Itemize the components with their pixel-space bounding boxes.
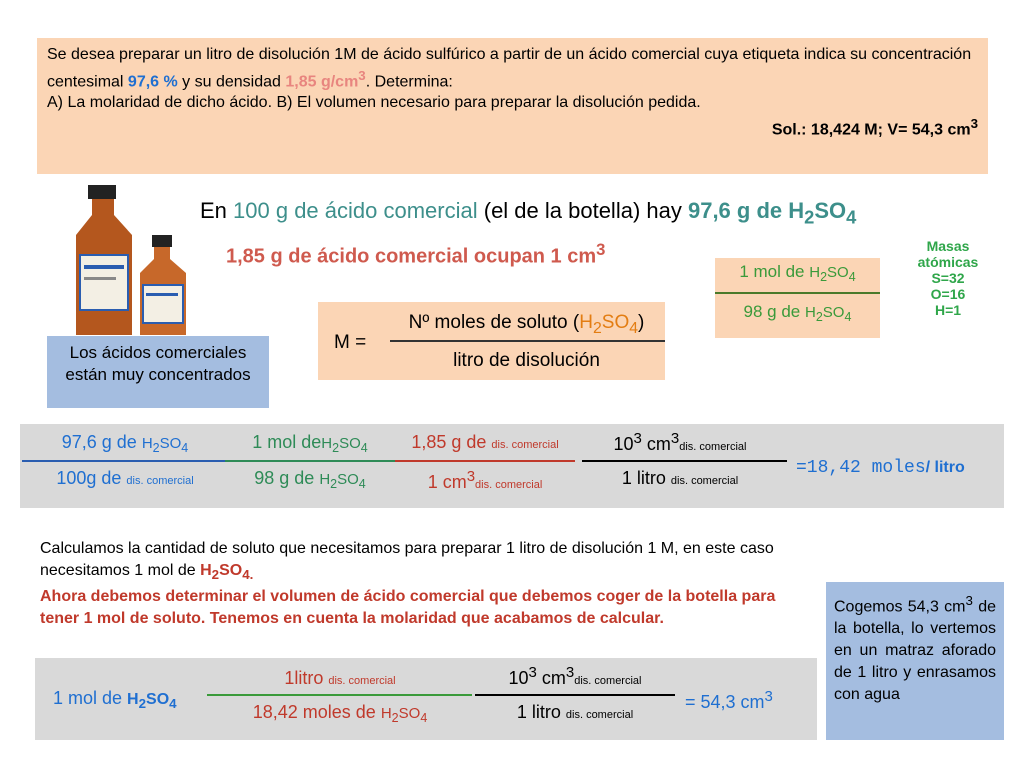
- f-4: 4: [844, 310, 852, 324]
- c-2: 2: [138, 696, 147, 712]
- c2-f1-den: 18,42 moles de: [252, 702, 381, 722]
- c2-f2-denominator: [475, 702, 675, 723]
- p-so: SO: [219, 562, 243, 579]
- problem-statement: [37, 38, 988, 174]
- f2-num-text: 1 mol de: [252, 432, 322, 452]
- para-2: Ahora debemos determinar el volumen de ácido comercial que debemos coger de la botella para tener 1 mol de soluto. Tenemos en cuenta la molaridad que acabamos de calcular.: [40, 588, 776, 628]
- formula: [805, 304, 852, 324]
- side-rest: de la botella, lo vertemos en un matraz aforado de 1 litro y enrasamos con agua: [834, 598, 996, 704]
- c2-f1-denominator: [215, 702, 465, 725]
- f3-den-text: 1 cm: [427, 472, 467, 492]
- mass-s: S=32: [931, 270, 965, 286]
- c2-f2-num: 10: [508, 668, 529, 688]
- c-so: SO: [159, 435, 182, 452]
- dis-label: dis. comercial: [565, 709, 634, 721]
- so-text: SO: [814, 198, 847, 223]
- c2-f2-numerator: [475, 664, 675, 689]
- f2-formula: [321, 435, 368, 455]
- molarity-fraction-bar: [390, 340, 665, 342]
- masas-title-2: atómicas: [917, 254, 979, 270]
- commercial-mass: 100 g de ácido comercial: [233, 198, 478, 223]
- dis-label: dis. comercial: [328, 675, 396, 687]
- solution-text: Sol.: 18,424 M; V= 54,3 cm: [771, 121, 971, 139]
- c-h: H: [127, 691, 139, 708]
- atomic-masses: [888, 238, 1008, 318]
- problem-text: Se desea preparar un litro de disolución 1M de ácido sulfúrico a partir de un ácido comercial cuya etiqueta indica su concentración centesimal: [47, 46, 972, 91]
- label-stripe-1: [84, 265, 124, 269]
- small-bottle-label: [143, 285, 183, 323]
- f-h: H: [809, 264, 821, 281]
- n-h: H: [579, 312, 593, 333]
- density-statement-exp: 3: [596, 240, 606, 259]
- f1-bar: [22, 460, 225, 462]
- molbox-top-text: 1 mol de: [739, 262, 810, 281]
- c-so: SO: [337, 471, 359, 488]
- c2-f1-num: 1litro: [284, 668, 329, 688]
- c-2: 2: [330, 477, 338, 491]
- f3-numerator: [395, 432, 575, 453]
- molarity-result: [796, 458, 965, 478]
- solute-mass: [687, 198, 857, 228]
- side-base: Cogemos 54,3 cm: [834, 598, 966, 616]
- para-1: Calculamos la cantidad de soluto que necesitamos para preparar 1 litro de disolución 1 M, en este caso necesitamos 1 mol de: [40, 540, 774, 579]
- exp: 3: [466, 468, 476, 485]
- volume-calculation: [35, 658, 817, 740]
- molarity-calculation: [20, 424, 1004, 508]
- c-2: 2: [332, 441, 340, 455]
- num-a: Nº moles de soluto (: [408, 312, 580, 333]
- dis-label: dis. comercial: [126, 475, 194, 487]
- molarity-definition: [318, 302, 665, 380]
- concentration-value: 97,6 %: [127, 73, 178, 91]
- sub-4: 4: [846, 206, 857, 228]
- formula: [809, 264, 856, 284]
- f1-den-text: 100g de: [56, 468, 127, 488]
- c-h: H: [380, 705, 392, 722]
- p-h: H: [200, 562, 212, 579]
- c-h: H: [141, 435, 153, 452]
- num-formula: [579, 312, 639, 337]
- label-stripe-2: [84, 277, 116, 280]
- exp: 3: [528, 664, 537, 681]
- dis-label: dis. comercial: [475, 479, 543, 491]
- acid-note: Los ácidos comerciales están muy concentrados: [47, 336, 269, 408]
- f4-denominator: [580, 468, 780, 489]
- exp: 3: [633, 430, 642, 447]
- side-exp: 3: [965, 593, 973, 608]
- exp: 3: [565, 664, 575, 681]
- f2-numerator: [225, 432, 395, 455]
- problem-questions: A) La molaridad de dicho ácido. B) El volumen necesario para preparar la disolución pedida.: [47, 94, 701, 112]
- fraction-bar: [715, 292, 880, 294]
- small-label-stripe: [146, 293, 178, 296]
- molar-mass-box: [715, 258, 880, 338]
- f4-den-text: 1 litro: [621, 468, 671, 488]
- molbox-bottom-text: 98 g de: [743, 302, 805, 321]
- f3-bar: [395, 460, 575, 462]
- f2-den-formula: [319, 471, 366, 491]
- c-so: SO: [339, 435, 361, 452]
- n-so: SO: [601, 312, 630, 333]
- problem-text-2: y su densidad: [177, 73, 286, 91]
- result-value: = 54,3 cm: [685, 692, 765, 712]
- dis-label: dis. comercial: [670, 475, 739, 487]
- large-bottle-cap: [88, 185, 116, 199]
- molarity-denominator: litro de disolución: [453, 350, 600, 371]
- side-note: [826, 582, 1004, 740]
- solute-text: 97,6 g de H: [687, 198, 805, 223]
- masas-title-1: Masas: [926, 238, 970, 254]
- c2-f2-num-b: cm: [536, 668, 566, 688]
- f4-num-text: 10: [613, 434, 634, 454]
- c-h: H: [319, 471, 331, 488]
- molbox-top: [715, 262, 880, 284]
- f4-num-b: cm: [641, 434, 671, 454]
- f-2: 2: [815, 310, 823, 324]
- f1-formula: [141, 435, 189, 455]
- f-so: SO: [827, 264, 849, 281]
- f4-bar: [582, 460, 787, 462]
- f-h: H: [805, 304, 816, 321]
- c-2: 2: [152, 441, 160, 455]
- result-value: =18,42 moles: [796, 458, 926, 478]
- c-4: 4: [360, 441, 368, 455]
- c2-formula: [380, 705, 428, 725]
- statement-mass-ratio: [200, 198, 856, 228]
- density-exponent: 3: [358, 68, 366, 83]
- c-4: 4: [169, 696, 177, 712]
- density-value: 1,85 g/cm: [285, 73, 359, 91]
- f3-denominator: [395, 468, 575, 493]
- c2-f1-bar: [207, 694, 472, 696]
- dis-label: dis. comercial: [574, 675, 642, 687]
- lhs-formula: [127, 691, 177, 712]
- statement1-text-a: En: [200, 198, 234, 223]
- n-2: 2: [592, 319, 602, 337]
- p-4: 4.: [242, 567, 254, 583]
- c-h: H: [321, 435, 333, 452]
- solution-exponent: 3: [970, 116, 978, 132]
- large-bottle-label: [80, 255, 128, 310]
- f4-numerator: [580, 430, 780, 455]
- f2-den-text: 98 g de: [254, 468, 320, 488]
- density-statement-text: 1,85 g de ácido comercial ocupan 1 cm: [226, 245, 597, 268]
- dis-label: dis. comercial: [679, 441, 747, 453]
- dis-label: dis. comercial: [491, 439, 559, 451]
- c-4: 4: [358, 477, 366, 491]
- calc2-lhs: [53, 688, 177, 711]
- explanation-paragraph: [40, 538, 800, 630]
- f2-denominator: [225, 468, 395, 491]
- f3-num-text: 1,85 g de: [411, 432, 492, 452]
- volume-result: [685, 688, 773, 713]
- result-exp: 3: [764, 688, 773, 705]
- n-4: 4: [629, 319, 639, 337]
- molarity-lhs: M =: [334, 332, 367, 353]
- p-2: 2: [211, 567, 220, 583]
- small-bottle-cap: [152, 235, 172, 247]
- c-so: SO: [146, 691, 170, 708]
- exp: 3: [670, 430, 680, 447]
- para-formula: [200, 562, 254, 583]
- solution: [47, 113, 978, 140]
- lhs-text: 1 mol de: [53, 688, 128, 708]
- f1-denominator: [30, 468, 220, 489]
- c-4: 4: [420, 711, 428, 725]
- c-2: 2: [391, 711, 399, 725]
- c2-f1-numerator: [215, 668, 465, 689]
- result-unit: / litro: [925, 459, 965, 476]
- problem-text-3: . Determina:: [365, 73, 453, 91]
- statement1-text-b: (el de la botella) hay: [477, 198, 688, 223]
- molbox-bottom: [715, 302, 880, 324]
- f1-num-text: 97,6 g de: [61, 432, 142, 452]
- f-2: 2: [820, 270, 828, 284]
- acid-bottles-image: [70, 185, 200, 340]
- mass-h: H=1: [934, 302, 962, 318]
- c-4: 4: [181, 441, 189, 455]
- f-4: 4: [848, 270, 856, 284]
- mass-o: O=16: [930, 286, 966, 302]
- c2-f2-den: 1 litro: [516, 702, 566, 722]
- c2-f2-bar: [475, 694, 675, 696]
- statement-density: [226, 240, 605, 269]
- num-b: ): [638, 312, 645, 333]
- c-so: SO: [398, 705, 421, 722]
- molarity-numerator: [388, 312, 665, 338]
- f1-numerator: [30, 432, 220, 455]
- f2-bar: [225, 460, 395, 462]
- f-so: SO: [822, 304, 845, 321]
- sub-2: 2: [804, 206, 815, 228]
